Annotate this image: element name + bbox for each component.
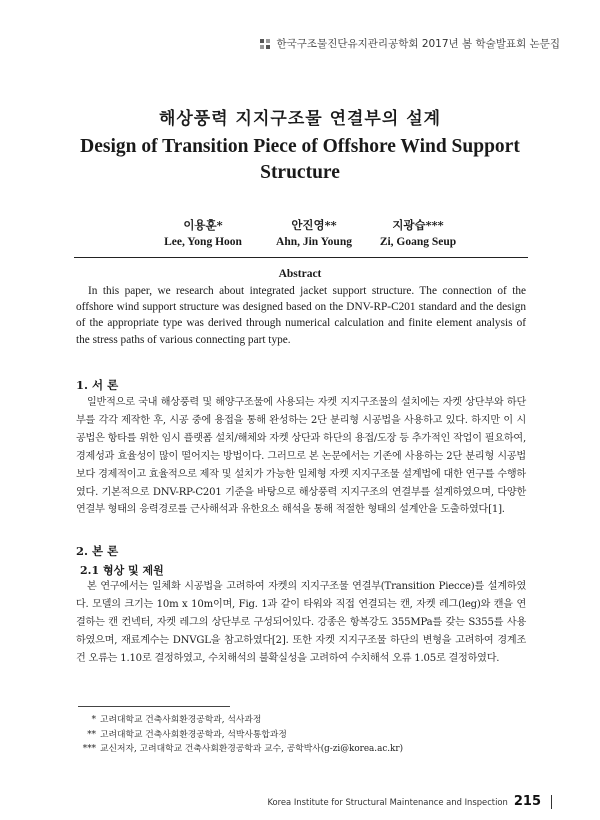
author-3 <box>368 217 468 251</box>
author-name-korean: 지광습*** <box>392 218 444 232</box>
section-2-heading: 2. 본 론 <box>76 544 119 558</box>
footnotes <box>78 713 518 757</box>
author-divider <box>74 257 528 258</box>
author-2 <box>264 217 364 251</box>
author-name-english: Lee, Yong Hoon <box>164 236 242 248</box>
footnote-mark: *** <box>82 744 96 754</box>
subsection-2-1-heading: 2.1 형상 및 제원 <box>80 564 164 577</box>
society-logo-icon <box>259 38 271 50</box>
journal-header <box>259 36 560 51</box>
section-1-heading: 1. 서 론 <box>76 378 119 392</box>
author-block <box>0 217 600 257</box>
page-footer <box>267 794 552 809</box>
footnote-mark: * <box>91 715 96 725</box>
abstract-text: In this paper, we research about integrated jacket support structure. The connection of the offshore wind support structure was designed based on the DNV-RP-C201 standard and the design of the appropriate type was derived through numerical calculation and finite element analysis of the stress paths of various connecting part type. <box>76 285 526 346</box>
footnote-text: 고려대학교 건축사회환경공학과, 석사과정 <box>100 715 262 725</box>
footer-divider <box>551 795 552 809</box>
footnote-text: 고려대학교 건축사회환경공학과, 석박사통합과정 <box>100 729 287 740</box>
footer-institute: Korea Institute for Structural Maintenance and Inspection <box>267 796 508 807</box>
abstract-heading: Abstract <box>278 268 322 280</box>
footnote-1 <box>78 713 518 728</box>
footnote-text: 교신저자, 고려대학교 건축사회환경공학과 교수, 공학박사(g-zi@korea.ac.kr) <box>100 744 404 754</box>
author-1 <box>158 217 248 251</box>
author-name-english: Zi, Goang Seup <box>379 236 457 248</box>
footnote-3 <box>78 742 518 757</box>
section-2-body: 본 연구에서는 일체화 시공법을 고려하여 자켓의 지지구조물 연결부(Transition Piecce)를 설계하였다. 모델의 크기는 10m x 10m이며, Fig. 1과 같이 타워와 직접 연결되는 캔, 자켓 레그(leg)와 캔을 연결하는 캔 컨넥터, 자켓 레그의 상단부로 구성되어있다. 강종은 항복강도 355MPa를 갖는 S355를 사용하였으며, 재료계수는 DNVGL을 참고하였다[2]. 또한 자켓 지지구조물 하단의 변형을 고려하여 경계조건 오류는 1.10로 결정하였고, 수치해석의 불확실성을 고려하여 수치해석 오류 1.05로 결정하였다. <box>76 581 526 664</box>
author-name-english: Ahn, Jin Young <box>276 236 352 248</box>
footnote-divider <box>78 706 230 707</box>
author-name-korean: 안진영** <box>291 218 337 232</box>
section-1-body: 일반적으로 국내 해상풍력 및 해양구조물에 사용되는 자켓 지지구조물의 설치에는 자켓 상단부와 하단부를 각각 제작한 후, 시공 중에 용접을 통해 완성하는 2단 분리형 시공법을 사용하고 있다. 하지만 이 시공법은 항타를 위한 임시 플랫폼 설치/해체와 자켓 상단과 하단의 용접/도장 등 추가적인 작업이 필요하여, 경제성과 효율성이 많이 떨어지는 방법이다. 그러므로 본 논문에서는 기존에 사용하는 2단 분리형 시공법보다 경제적이고 효율적으로 제작 및 설치가 가능한 일체형 자켓 지지구조물 설계법에 대한 연구를 수행하였다. 기본적으로 DNV-RP-C201 기준을 바탕으로 해상풍력 지지구조의 연결부를 설계하였으며, 다양한 연결부 형태의 응력경로를 근사해석과 유한요소 해석을 통해 적절한 형태의 설계안을 도출하였다[1]. <box>76 397 526 516</box>
footnote-2 <box>78 728 518 743</box>
journal-line: 한국구조물진단유지관리공학회 2017년 봄 학술발표회 논문집 <box>276 38 560 50</box>
footnote-mark: ** <box>87 729 96 740</box>
title-korean: 해상풍력 지지구조물 연결부의 설계 <box>158 109 442 129</box>
author-name-korean: 이용훈* <box>183 218 223 232</box>
title-english: Design of Transition Piece of Offshore Wind Support Structure <box>80 136 520 183</box>
page-number: 215 <box>513 794 541 809</box>
